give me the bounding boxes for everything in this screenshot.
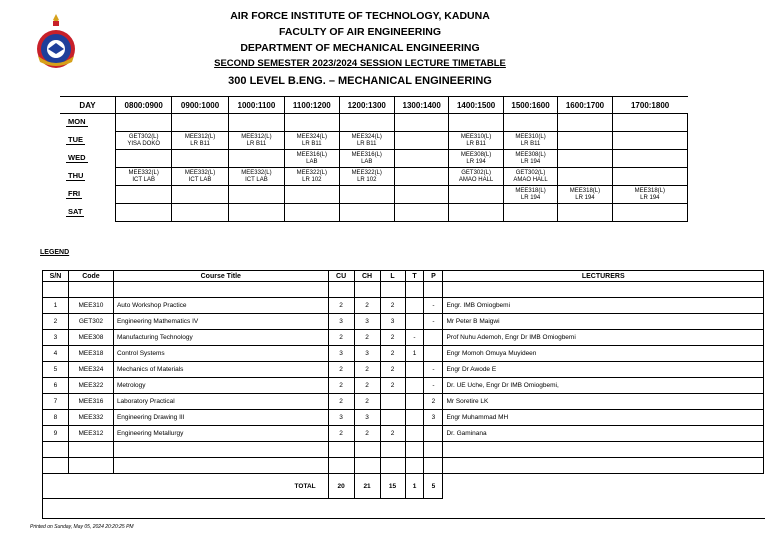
timetable-cell: MEE332(L) ICT LAB [116, 168, 172, 186]
total-value: 1 [405, 474, 424, 499]
total-value: 21 [354, 474, 380, 499]
legend-cell: 3 [380, 314, 405, 330]
timetable-cell: MEE316(L) LAB [339, 150, 394, 168]
timetable-cell [172, 114, 228, 132]
legend-cell [43, 458, 69, 474]
legend-cell [405, 378, 424, 394]
legend-cell: 8 [43, 410, 69, 426]
timetable-cell [339, 186, 394, 204]
print-timestamp: Printed on Sunday, May 05, 2024 20:20:25 PM [30, 524, 134, 530]
legend-row [43, 282, 764, 298]
legend-cell: MEE310 [68, 298, 113, 314]
timetable-cell [612, 150, 687, 168]
legend-cell [354, 458, 380, 474]
legend-cell: MEE332 [68, 410, 113, 426]
legend-cell [43, 442, 69, 458]
legend-cell: 2 [354, 394, 380, 410]
timetable-column-header: 1000:1100 [228, 97, 284, 114]
legend-cell [380, 442, 405, 458]
legend-cell: Engr Muhammad MH [443, 410, 764, 426]
legend-column-header: S/N [43, 271, 69, 282]
legend-cell: 2 [328, 362, 354, 378]
legend-cell: MEE318 [68, 346, 113, 362]
day-label: SAT [68, 207, 83, 216]
timetable-column-header: 1400:1500 [449, 97, 503, 114]
legend-cell: Dr. Gaminana [443, 426, 764, 442]
afit-crest-logo [34, 12, 78, 72]
legend-cell: 2 [354, 330, 380, 346]
legend-row [43, 410, 764, 426]
legend-cell: MEE316 [68, 394, 113, 410]
institute-title: AIR FORCE INSTITUTE OF TECHNOLOGY, KADUNA [230, 10, 490, 22]
timetable-cell [116, 186, 172, 204]
legend-cell: 3 [328, 410, 354, 426]
day-cell [60, 186, 116, 204]
legend-row [43, 330, 764, 346]
legend-cell [405, 282, 424, 298]
timetable-cell [449, 186, 503, 204]
timetable-cell: MEE310(L) LR B11 [449, 132, 503, 150]
timetable-row [60, 186, 688, 204]
legend-cell: 2 [354, 362, 380, 378]
legend-column-header: P [424, 271, 443, 282]
legend-cell: Manufacturing Technology [113, 330, 328, 346]
legend-row [43, 378, 764, 394]
timetable-cell [449, 114, 503, 132]
timetable-cell: GET302(L) AMAO HALL [449, 168, 503, 186]
legend-cell [424, 442, 443, 458]
legend-cell: 9 [43, 426, 69, 442]
timetable-cell [558, 168, 612, 186]
day-cell [60, 114, 116, 132]
legend-cell: Dr. UE Uche, Engr Dr IMB Omiogbemi, [443, 378, 764, 394]
legend-cell [328, 282, 354, 298]
timetable-column-header: 0900:1000 [172, 97, 228, 114]
legend-cell: 7 [43, 394, 69, 410]
timetable-cell: MEE312(L) LR B11 [228, 132, 284, 150]
timetable-cell [612, 132, 687, 150]
legend-column-header: CU [328, 271, 354, 282]
legend-cell: 3 [424, 410, 443, 426]
timetable-title: SECOND SEMESTER 2023/2024 SESSION LECTURE TIMETABLE [214, 58, 506, 69]
timetable-cell: MEE322(L) LR 102 [285, 168, 339, 186]
timetable-cell [503, 114, 557, 132]
timetable-cell [285, 204, 339, 222]
timetable-cell: MEE318(L) LR 194 [558, 186, 612, 204]
legend-label: LEGEND [40, 249, 70, 256]
legend-column-header: Course Title [113, 271, 328, 282]
legend-cell [405, 298, 424, 314]
timetable-cell: MEE318(L) LR 194 [612, 186, 687, 204]
timetable-cell [394, 150, 448, 168]
timetable-cell [394, 168, 448, 186]
timetable-cell [612, 114, 687, 132]
legend-cell: - [424, 362, 443, 378]
day-cell [60, 204, 116, 222]
timetable-column-header: DAY [60, 97, 116, 114]
legend-cell: 2 [328, 298, 354, 314]
timetable-cell: GET302(L) YISA DOKO [116, 132, 172, 150]
legend-cell [424, 346, 443, 362]
legend-cell [424, 458, 443, 474]
legend-cell: Engr Dr Awode E [443, 362, 764, 378]
timetable-cell [172, 150, 228, 168]
legend-cell: 3 [328, 346, 354, 362]
legend-cell [68, 442, 113, 458]
timetable-cell [285, 186, 339, 204]
legend-cell: Engr. IMB Omiogbemi [443, 298, 764, 314]
legend-cell [43, 474, 114, 499]
legend-cell: 3 [354, 314, 380, 330]
legend-cell: Engineering Metallurgy [113, 426, 328, 442]
legend-cell [405, 362, 424, 378]
timetable-cell [339, 204, 394, 222]
legend-cell [405, 410, 424, 426]
legend-cell: Engineering Mathematics IV [113, 314, 328, 330]
timetable-column-header: 0800:0900 [116, 97, 172, 114]
day-label: WED [68, 153, 86, 162]
legend-cell: 2 [328, 378, 354, 394]
legend-cell [443, 442, 764, 458]
legend-column-header: CH [354, 271, 380, 282]
legend-cell: 4 [43, 346, 69, 362]
legend-cell [43, 282, 69, 298]
timetable-cell [339, 114, 394, 132]
timetable-row [60, 168, 688, 186]
day-cell [60, 150, 116, 168]
timetable-cell [172, 186, 228, 204]
legend-cell [405, 426, 424, 442]
legend-cell: Metrology [113, 378, 328, 394]
timetable-cell [228, 114, 284, 132]
legend-cell [405, 394, 424, 410]
timetable-cell [558, 150, 612, 168]
legend-cell: 1 [43, 298, 69, 314]
legend-column-header: LECTURERS [443, 271, 764, 282]
level-title: 300 LEVEL B.ENG. – MECHANICAL ENGINEERING [228, 75, 492, 87]
legend-cell: Mechanics of Materials [113, 362, 328, 378]
timetable-column-header: 1500:1600 [503, 97, 557, 114]
total-value: 15 [380, 474, 405, 499]
department-title: DEPARTMENT OF MECHANICAL ENGINEERING [240, 42, 480, 54]
timetable-cell [449, 204, 503, 222]
timetable-row [60, 114, 688, 132]
legend-total-row [43, 474, 764, 499]
course-legend-table [42, 270, 764, 499]
legend-cell: 2 [354, 426, 380, 442]
legend-cell [380, 410, 405, 426]
timetable-column-header: 1600:1700 [558, 97, 612, 114]
legend-cell: Laboratory Practical [113, 394, 328, 410]
timetable-cell [116, 114, 172, 132]
legend-cell [113, 442, 328, 458]
timetable-cell [116, 150, 172, 168]
timetable-cell: MEE322(L) LR 102 [339, 168, 394, 186]
legend-cell [328, 442, 354, 458]
legend-cell: 2 [328, 426, 354, 442]
legend-column-header: T [405, 271, 424, 282]
legend-cell: 2 [380, 426, 405, 442]
legend-cell: Mr Soretire LK [443, 394, 764, 410]
legend-cell: 2 [43, 314, 69, 330]
legend-cell: 3 [354, 410, 380, 426]
timetable-cell: MEE318(L) LR 194 [503, 186, 557, 204]
timetable-column-header: 1300:1400 [394, 97, 448, 114]
day-label: THU [68, 171, 84, 180]
timetable-cell [228, 186, 284, 204]
legend-cell [443, 474, 764, 499]
day-label: MON [68, 117, 86, 127]
timetable-cell [394, 204, 448, 222]
legend-cell [68, 458, 113, 474]
legend-cell [443, 282, 764, 298]
legend-cell [113, 282, 328, 298]
legend-cell: GET302 [68, 314, 113, 330]
legend-row [43, 298, 764, 314]
legend-cell: Mr Peter B Maigwi [443, 314, 764, 330]
legend-cell: Control Systems [113, 346, 328, 362]
legend-cell [380, 394, 405, 410]
legend-cell [380, 282, 405, 298]
legend-cell [354, 282, 380, 298]
timetable-cell [394, 132, 448, 150]
legend-cell: MEE324 [68, 362, 113, 378]
legend-cell: Auto Workshop Practice [113, 298, 328, 314]
legend-row [43, 458, 764, 474]
timetable-cell [558, 114, 612, 132]
day-cell [60, 132, 116, 150]
legend-cell [405, 458, 424, 474]
legend-row [43, 442, 764, 458]
legend-cell: MEE308 [68, 330, 113, 346]
timetable-cell: MEE316(L) LAB [285, 150, 339, 168]
timetable-cell [285, 114, 339, 132]
legend-row [43, 362, 764, 378]
legend-cell: 3 [43, 330, 69, 346]
legend-cell [68, 282, 113, 298]
legend-row [43, 314, 764, 330]
legend-cell [443, 458, 764, 474]
legend-row [43, 394, 764, 410]
legend-cell: 2 [380, 330, 405, 346]
timetable-cell: MEE312(L) LR B11 [172, 132, 228, 150]
legend-cell: 5 [43, 362, 69, 378]
timetable-column-header: 1100:1200 [285, 97, 339, 114]
legend-column-header: L [380, 271, 405, 282]
timetable-cell [558, 132, 612, 150]
timetable-cell [116, 204, 172, 222]
timetable-column-header: 1200:1300 [339, 97, 394, 114]
legend-cell: Prof Nuhu Ademoh, Engr Dr IMB Omiogbemi [443, 330, 764, 346]
legend-row [43, 426, 764, 442]
legend-cell: 2 [328, 394, 354, 410]
timetable-cell [503, 204, 557, 222]
timetable-cell [612, 168, 687, 186]
day-cell [60, 168, 116, 186]
timetable-column-header: 1700:1800 [612, 97, 687, 114]
timetable-cell [228, 150, 284, 168]
timetable-cell: GET302(L) AMAO HALL [503, 168, 557, 186]
timetable-cell [612, 204, 687, 222]
total-value: 20 [328, 474, 354, 499]
legend-cell [328, 458, 354, 474]
total-value: 5 [424, 474, 443, 499]
timetable-row [60, 132, 688, 150]
timetable-cell: MEE324(L) LR B11 [285, 132, 339, 150]
legend-cell [424, 330, 443, 346]
legend-cell [113, 458, 328, 474]
timetable-cell: MEE310(L) LR B11 [503, 132, 557, 150]
legend-cell: Engr Momoh Omuya Muyideen [443, 346, 764, 362]
legend-cell: 2 [328, 330, 354, 346]
timetable-cell: MEE332(L) ICT LAB [172, 168, 228, 186]
legend-cell: - [424, 298, 443, 314]
day-label: TUE [68, 135, 83, 144]
legend-cell [405, 442, 424, 458]
legend-cell: - [424, 314, 443, 330]
timetable-cell [228, 204, 284, 222]
timetable-cell: MEE308(L) LR 194 [449, 150, 503, 168]
day-label: FRI [68, 189, 81, 198]
timetable-cell: MEE324(L) LR B11 [339, 132, 394, 150]
timetable-cell [558, 204, 612, 222]
legend-row [43, 346, 764, 362]
legend-cell: 2 [354, 298, 380, 314]
legend-cell: MEE322 [68, 378, 113, 394]
legend-cell [380, 458, 405, 474]
legend-cell: - [424, 378, 443, 394]
legend-cell: 6 [43, 378, 69, 394]
timetable-row [60, 204, 688, 222]
legend-cell: 2 [380, 298, 405, 314]
timetable-cell [172, 204, 228, 222]
legend-cell: 3 [328, 314, 354, 330]
legend-cell [424, 426, 443, 442]
timetable-cell [394, 114, 448, 132]
lecture-timetable [60, 96, 688, 222]
legend-cell: - [405, 330, 424, 346]
legend-cell: 2 [380, 378, 405, 394]
legend-cell: Engineering Drawing III [113, 410, 328, 426]
legend-cell: 2 [380, 346, 405, 362]
legend-cell [424, 282, 443, 298]
legend-cell: 1 [405, 346, 424, 362]
timetable-cell: MEE308(L) LR 194 [503, 150, 557, 168]
legend-cell [405, 314, 424, 330]
legend-cell [354, 442, 380, 458]
faculty-title: FACULTY OF AIR ENGINEERING [279, 26, 441, 38]
legend-cell: 2 [354, 378, 380, 394]
legend-cell: MEE312 [68, 426, 113, 442]
legend-column-header: Code [68, 271, 113, 282]
legend-cell: 3 [354, 346, 380, 362]
legend-cell: 2 [424, 394, 443, 410]
total-label: TOTAL [113, 474, 328, 499]
legend-cell: 2 [380, 362, 405, 378]
timetable-row [60, 150, 688, 168]
timetable-cell: MEE332(L) ICT LAB [228, 168, 284, 186]
timetable-cell [394, 186, 448, 204]
